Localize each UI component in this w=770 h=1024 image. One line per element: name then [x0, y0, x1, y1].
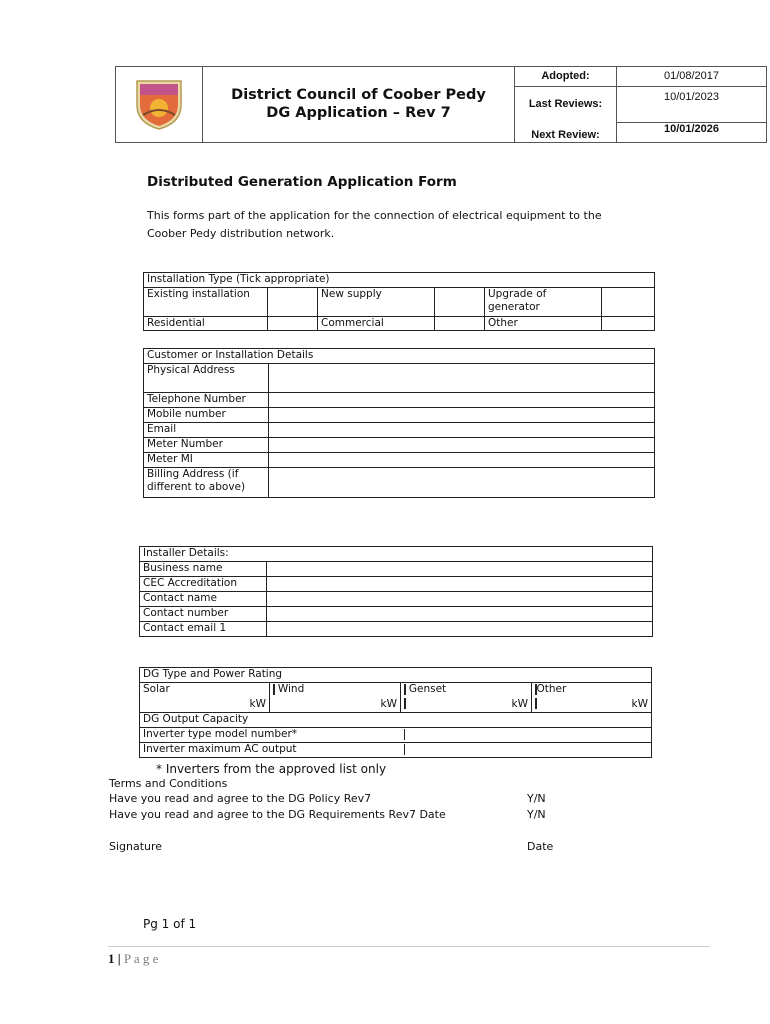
- billing-line-1: Billing Address (if: [147, 468, 239, 480]
- physical-address-field[interactable]: [269, 364, 655, 393]
- date-label: Date: [527, 840, 554, 853]
- next-review-value: 10/01/2026: [617, 123, 767, 143]
- contact-name-label: Contact name: [140, 592, 267, 607]
- meter-mi-label: Meter MI: [144, 453, 269, 468]
- email-field[interactable]: [269, 423, 655, 438]
- inverter-type-field[interactable]: [401, 728, 652, 743]
- inverter-max-field[interactable]: [401, 743, 652, 758]
- billing-line-2: different to above): [147, 481, 246, 493]
- form-title: Distributed Generation Application Form: [147, 174, 457, 190]
- upgrade-line-2: generator: [488, 301, 540, 313]
- policy-question: Have you read and agree to the DG Policy Rev7: [109, 792, 372, 805]
- other-kw-field[interactable]: [532, 698, 652, 713]
- title-cell: [203, 67, 515, 143]
- page-footer: [108, 951, 158, 967]
- page-separator: |: [117, 951, 121, 966]
- approved-list-note: * Inverters from the approved list only: [156, 762, 387, 776]
- upgrade-generator-label: [485, 288, 602, 317]
- residential-label: Residential: [144, 317, 268, 331]
- customer-heading: Customer or Installation Details: [144, 349, 655, 364]
- wind-text: Wind: [277, 683, 305, 695]
- customer-details-table: [143, 348, 655, 498]
- billing-address-label: [144, 468, 269, 498]
- billing-address-field[interactable]: [269, 468, 655, 498]
- last-reviews-value: 10/01/2023: [617, 87, 767, 123]
- other-dg-label: [532, 683, 652, 698]
- inverter-type-label: Inverter type model number*: [140, 728, 401, 743]
- contact-name-field[interactable]: [267, 592, 653, 607]
- genset-kw-field[interactable]: [401, 698, 532, 713]
- adopted-value: 01/08/2017: [617, 67, 767, 87]
- genset-text: Genset: [408, 683, 447, 695]
- genset-divider: [404, 684, 406, 695]
- email-label: Email: [144, 423, 269, 438]
- inverter-type-divider: [404, 729, 406, 740]
- adopted-label: Adopted:: [515, 67, 617, 87]
- business-name-label: Business name: [140, 562, 267, 577]
- genset-kw-unit: kW: [511, 697, 528, 710]
- new-supply-label: New supply: [318, 288, 435, 317]
- logo-cell: [116, 67, 203, 143]
- existing-installation-checkbox[interactable]: [268, 288, 318, 317]
- upgrade-generator-checkbox[interactable]: [602, 288, 655, 317]
- commercial-checkbox[interactable]: [435, 317, 485, 331]
- policy-answer[interactable]: Y/N: [527, 792, 546, 805]
- terms-heading: Terms and Conditions: [109, 777, 228, 790]
- installer-heading: Installer Details:: [140, 547, 653, 562]
- contact-email-label: Contact email 1: [140, 622, 267, 637]
- inverter-max-divider: [404, 744, 406, 755]
- wind-divider: [273, 684, 275, 695]
- telephone-label: Telephone Number: [144, 393, 269, 408]
- meter-number-label: Meter Number: [144, 438, 269, 453]
- intro-line-2: Coober Pedy distribution network.: [147, 227, 335, 240]
- page-count: Pg 1 of 1: [143, 917, 197, 931]
- last-reviews-label: Last Reviews:: [515, 87, 617, 123]
- next-review-label: Next Review:: [515, 123, 617, 143]
- commercial-label: Commercial: [318, 317, 435, 331]
- inverter-max-label: Inverter maximum AC output: [143, 743, 297, 755]
- footer-rule: [108, 946, 710, 947]
- other-label: Other: [485, 317, 602, 331]
- cec-accreditation-field[interactable]: [267, 577, 653, 592]
- residential-checkbox[interactable]: [268, 317, 318, 331]
- doc-title: DG Application – Rev 7: [266, 105, 451, 121]
- mobile-field[interactable]: [269, 408, 655, 423]
- solar-kw-unit: kW: [249, 697, 266, 710]
- contact-number-field[interactable]: [267, 607, 653, 622]
- contact-email-field[interactable]: [267, 622, 653, 637]
- business-name-field[interactable]: [267, 562, 653, 577]
- dg-output-capacity: DG Output Capacity: [140, 713, 652, 728]
- requirements-question: Have you read and agree to the DG Requirements Rev7 Date: [109, 808, 446, 821]
- meter-number-field[interactable]: [269, 438, 655, 453]
- installation-heading: Installation Type (Tick appropriate): [144, 273, 655, 288]
- telephone-field[interactable]: [269, 393, 655, 408]
- other-kw-unit: kW: [631, 697, 648, 710]
- meter-mi-field[interactable]: [269, 453, 655, 468]
- other-text: Other: [536, 683, 567, 695]
- genset-kw-divider: [404, 698, 406, 709]
- installer-details-table: [139, 546, 653, 637]
- council-crest-icon: [131, 75, 187, 131]
- other-kw-divider: [535, 698, 537, 709]
- header-table: [115, 66, 767, 143]
- intro-line-1: This forms part of the application for the connection of electrical equipment to the: [147, 209, 602, 222]
- dg-type-table: [139, 667, 652, 758]
- page-number: 1: [108, 951, 115, 966]
- solar-kw-field[interactable]: [140, 698, 270, 713]
- wind-kw-unit: kW: [380, 697, 397, 710]
- contact-number-label: Contact number: [140, 607, 267, 622]
- existing-installation-label: Existing installation: [144, 288, 268, 317]
- genset-label: [401, 683, 532, 698]
- other-checkbox[interactable]: [602, 317, 655, 331]
- mobile-label: Mobile number: [144, 408, 269, 423]
- org-name: District Council of Coober Pedy: [231, 87, 486, 103]
- cec-accreditation-label: CEC Accreditation: [140, 577, 267, 592]
- requirements-answer[interactable]: Y/N: [527, 808, 546, 821]
- new-supply-checkbox[interactable]: [435, 288, 485, 317]
- solar-label: Solar: [140, 683, 270, 698]
- upgrade-line-1: Upgrade of: [488, 288, 547, 300]
- wind-label: [270, 683, 401, 698]
- signature-label: Signature: [109, 840, 163, 853]
- installation-type-table: [143, 272, 655, 331]
- wind-kw-field[interactable]: [270, 698, 401, 713]
- dg-heading: DG Type and Power Rating: [140, 668, 652, 683]
- page-word: P a g e: [123, 951, 159, 966]
- physical-address-label: Physical Address: [144, 364, 269, 393]
